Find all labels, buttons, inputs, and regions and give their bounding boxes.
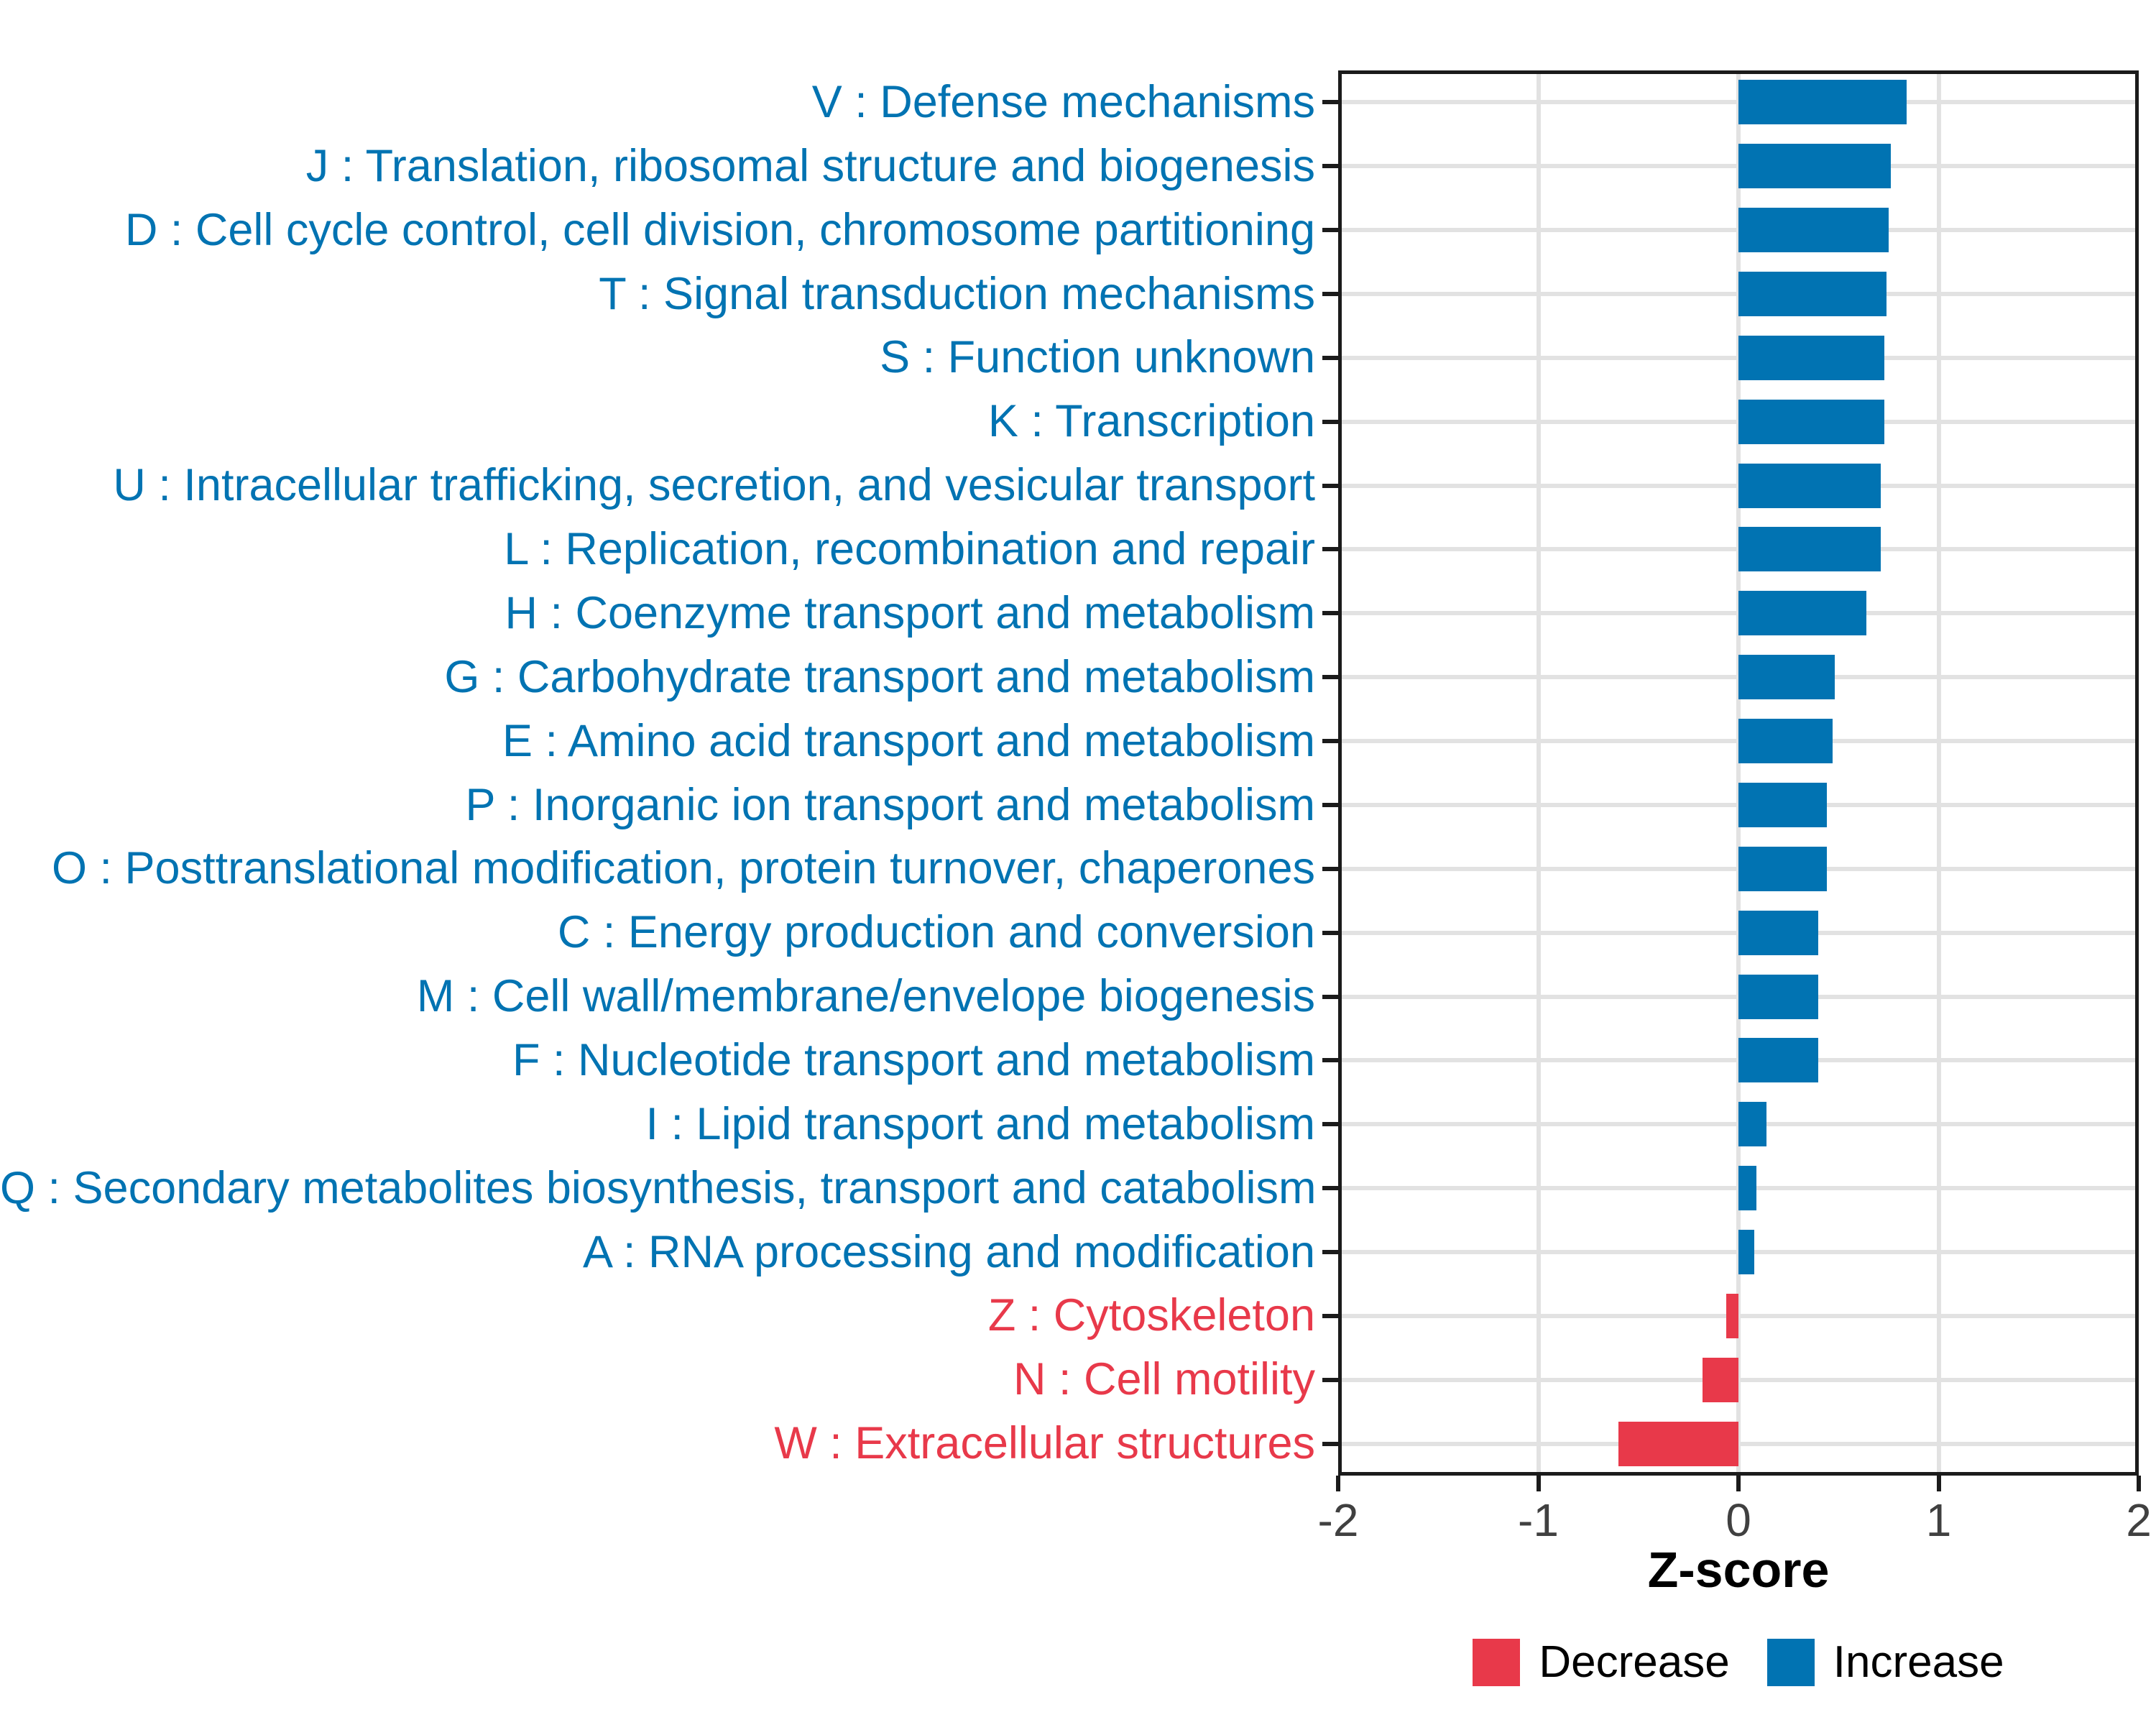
- category-label-G: G : Carbohydrate transport and metabolism: [444, 651, 1315, 702]
- category-label-Z: Z : Cytoskeleton: [987, 1290, 1315, 1341]
- legend-swatch-increase: [1767, 1639, 1815, 1686]
- x-tick-label-2: 2: [2126, 1494, 2152, 1546]
- category-label-U: U : Intracellular trafficking, secretion, and vesicular transport: [113, 460, 1315, 511]
- v-gridline-1: [1937, 70, 1941, 1476]
- bar-N: [1703, 1358, 1738, 1402]
- category-label-W: W : Extracellular structures: [774, 1418, 1315, 1469]
- category-label-V: V : Defense mechanisms: [811, 77, 1315, 127]
- y-tick-A: [1322, 1250, 1338, 1254]
- bar-G: [1738, 655, 1835, 699]
- x-tick-label-1: 1: [1925, 1494, 1952, 1546]
- h-gridline-Z: [1338, 1314, 2139, 1318]
- category-label-M: M : Cell wall/membrane/envelope biogenesis: [416, 971, 1315, 1022]
- y-tick-Z: [1322, 1314, 1338, 1318]
- y-tick-W: [1322, 1442, 1338, 1446]
- y-tick-U: [1322, 484, 1338, 488]
- h-gridline-W: [1338, 1442, 2139, 1446]
- plot-panel: [1338, 70, 2139, 1476]
- category-label-T: T : Signal transduction mechanisms: [599, 268, 1315, 319]
- bar-E: [1738, 719, 1833, 763]
- y-tick-F: [1322, 1058, 1338, 1062]
- y-tick-D: [1322, 228, 1338, 232]
- bar-W: [1618, 1422, 1738, 1466]
- category-label-O: O : Posttranslational modification, protein turnover, chaperones: [52, 843, 1315, 894]
- bar-D: [1738, 208, 1889, 252]
- bar-S: [1738, 336, 1884, 380]
- y-tick-C: [1322, 931, 1338, 935]
- category-label-J: J : Translation, ribosomal structure and biogenesis: [305, 140, 1315, 191]
- category-label-H: H : Coenzyme transport and metabolism: [505, 587, 1315, 638]
- bar-I: [1738, 1102, 1766, 1146]
- y-tick-G: [1322, 675, 1338, 679]
- x-tick-2: [2137, 1476, 2141, 1491]
- y-tick-T: [1322, 292, 1338, 296]
- category-label-E: E : Amino acid transport and metabolism: [502, 715, 1315, 766]
- y-tick-N: [1322, 1378, 1338, 1382]
- y-tick-L: [1322, 547, 1338, 551]
- bar-V: [1738, 80, 1907, 124]
- bar-P: [1738, 783, 1827, 827]
- y-tick-J: [1322, 164, 1338, 168]
- category-label-P: P : Inorganic ion transport and metabolism: [465, 779, 1315, 830]
- bar-L: [1738, 527, 1881, 571]
- y-tick-V: [1322, 100, 1338, 104]
- category-label-S: S : Function unknown: [880, 332, 1315, 383]
- y-tick-E: [1322, 739, 1338, 743]
- bar-A: [1738, 1230, 1754, 1274]
- y-tick-H: [1322, 611, 1338, 615]
- x-tick-0: [1736, 1476, 1741, 1491]
- bar-Z: [1726, 1294, 1738, 1338]
- bar-C: [1738, 911, 1818, 955]
- bar-Q: [1738, 1166, 1756, 1210]
- x-tick-label--1: -1: [1518, 1494, 1559, 1546]
- legend-label-increase: Increase: [1833, 1637, 2004, 1687]
- x-tick--2: [1336, 1476, 1340, 1491]
- category-label-Q: Q : Secondary metabolites biosynthesis, transport and catabolism: [0, 1162, 1317, 1213]
- legend: [1338, 1639, 2139, 1686]
- x-tick-1: [1937, 1476, 1941, 1491]
- y-tick-K: [1322, 420, 1338, 424]
- y-tick-P: [1322, 803, 1338, 807]
- y-tick-M: [1322, 995, 1338, 999]
- bar-M: [1738, 975, 1818, 1019]
- bar-K: [1738, 400, 1884, 444]
- x-tick-label--2: -2: [1317, 1494, 1359, 1546]
- category-label-C: C : Energy production and conversion: [557, 907, 1315, 958]
- bar-O: [1738, 847, 1827, 891]
- x-axis-title: Z-score: [1647, 1542, 1830, 1598]
- category-label-A: A : RNA processing and modification: [582, 1226, 1315, 1277]
- category-label-F: F : Nucleotide transport and metabolism: [512, 1034, 1315, 1085]
- x-tick--1: [1537, 1476, 1541, 1491]
- bar-H: [1738, 591, 1866, 635]
- legend-item-decrease: [1473, 1639, 1729, 1686]
- v-gridline--1: [1537, 70, 1541, 1476]
- h-gridline-N: [1338, 1378, 2139, 1382]
- category-label-L: L : Replication, recombination and repair: [504, 524, 1315, 575]
- bar-F: [1738, 1038, 1818, 1082]
- bar-T: [1738, 272, 1886, 316]
- y-tick-O: [1322, 867, 1338, 871]
- y-tick-Q: [1322, 1186, 1338, 1190]
- category-label-I: I : Lipid transport and metabolism: [645, 1098, 1315, 1149]
- y-tick-S: [1322, 356, 1338, 360]
- category-label-D: D : Cell cycle control, cell division, chromosome partitioning: [124, 204, 1315, 255]
- bar-J: [1738, 144, 1891, 188]
- legend-swatch-decrease: [1473, 1639, 1520, 1686]
- x-tick-label-0: 0: [1726, 1494, 1751, 1546]
- legend-label-decrease: Decrease: [1539, 1637, 1730, 1687]
- y-tick-I: [1322, 1122, 1338, 1126]
- legend-item-increase: [1767, 1639, 2004, 1686]
- category-label-K: K : Transcription: [987, 396, 1315, 447]
- category-label-N: N : Cell motility: [1013, 1354, 1315, 1405]
- bar-U: [1738, 464, 1881, 508]
